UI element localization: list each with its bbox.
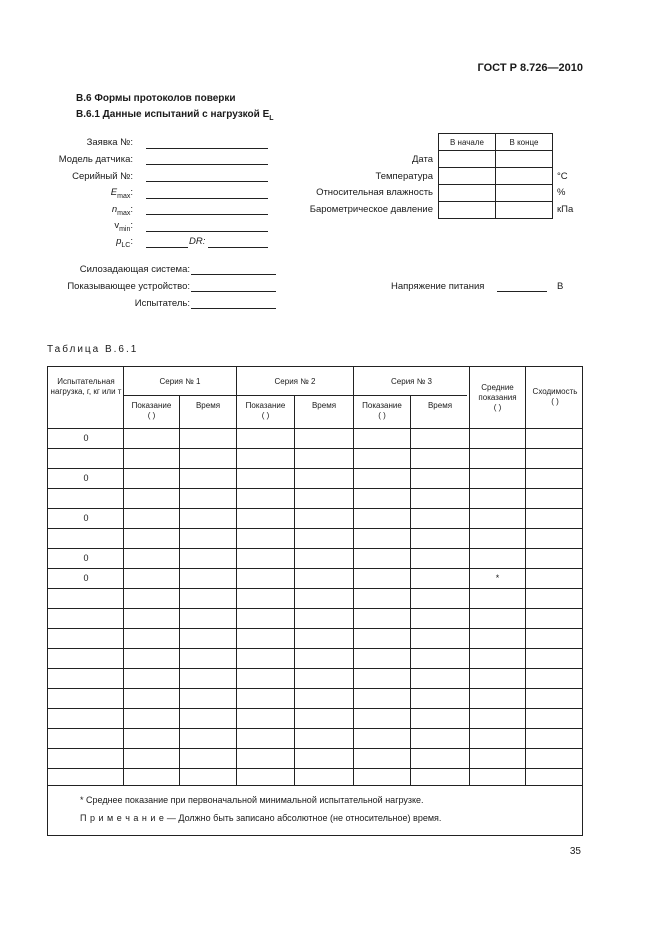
env-cell[interactable] bbox=[496, 202, 553, 219]
env-row-label: Барометрическое давление bbox=[309, 204, 433, 215]
env-col-start: В начале bbox=[439, 134, 496, 151]
emax-label: $E_{max}$: bbox=[110, 187, 133, 200]
dr-label: DR: bbox=[189, 236, 206, 247]
dr-field[interactable] bbox=[208, 247, 268, 248]
env-cell[interactable] bbox=[496, 168, 553, 185]
page-number: 35 bbox=[569, 846, 581, 857]
env-cell[interactable] bbox=[496, 185, 553, 202]
note: П р и м е ч а н и е — Должно быть записано абсолютное (не относительное) время. bbox=[80, 813, 442, 823]
env-cell[interactable] bbox=[496, 151, 553, 168]
load-value: 0 bbox=[83, 573, 89, 583]
row-separator bbox=[48, 708, 582, 709]
reading-header: Показание ( ) bbox=[245, 401, 286, 420]
row-separator bbox=[48, 608, 582, 609]
plc-field[interactable] bbox=[146, 247, 188, 248]
time-header: Время bbox=[195, 401, 221, 410]
row-separator bbox=[48, 488, 582, 489]
time-header: Время bbox=[427, 401, 453, 410]
reading-header: Показание ( ) bbox=[131, 401, 172, 420]
load-value: 0 bbox=[83, 553, 89, 563]
reading-header: Показание ( ) bbox=[362, 401, 402, 420]
table-caption: Таблица В.6.1 bbox=[47, 344, 139, 355]
nmax-label: $n_{max}$: bbox=[111, 204, 133, 217]
force-system-field[interactable] bbox=[191, 274, 276, 275]
env-cell[interactable] bbox=[439, 168, 496, 185]
row-separator bbox=[48, 668, 582, 669]
row-separator bbox=[48, 568, 582, 569]
indicator-field[interactable] bbox=[191, 291, 276, 292]
env-cell[interactable] bbox=[439, 151, 496, 168]
env-row-label: Дата bbox=[411, 154, 433, 165]
row-separator bbox=[48, 548, 582, 549]
conv-header: Сходимость ( ) bbox=[532, 387, 578, 406]
application-field[interactable] bbox=[146, 148, 268, 149]
plc-label: $p_{LC}$: bbox=[116, 236, 133, 249]
vmin-field[interactable] bbox=[146, 231, 268, 232]
supply-voltage-label: Напряжение питания bbox=[391, 281, 485, 292]
env-row-unit: кПа bbox=[557, 204, 574, 215]
sensor-model-field[interactable] bbox=[146, 164, 268, 165]
env-row-label: Температура bbox=[375, 171, 433, 182]
load-value: 0 bbox=[83, 433, 89, 443]
load-value: 0 bbox=[83, 513, 89, 523]
row-separator bbox=[48, 648, 582, 649]
env-row-label: Относительная влажность bbox=[316, 187, 433, 198]
row-separator bbox=[48, 468, 582, 469]
series3-header: Серия № 3 bbox=[391, 377, 432, 386]
series2-header: Серия № 2 bbox=[274, 377, 316, 386]
tester-field[interactable] bbox=[191, 308, 276, 309]
sensor-model-label: Модель датчика: bbox=[58, 154, 133, 165]
row-separator bbox=[48, 728, 582, 729]
emax-field[interactable] bbox=[146, 198, 268, 199]
row-separator bbox=[48, 768, 582, 769]
row-separator bbox=[48, 448, 582, 449]
time-header: Время bbox=[311, 401, 337, 410]
row-separator bbox=[48, 588, 582, 589]
footnote: * Среднее показание при первоначальной минимальной испытательной нагрузке. bbox=[80, 795, 424, 805]
footnote-marker: * bbox=[495, 573, 500, 583]
section-title: В.6 Формы протоколов поверки bbox=[76, 93, 236, 104]
avg-header: Средние показания ( ) bbox=[478, 383, 517, 412]
nmax-field[interactable] bbox=[146, 214, 268, 215]
serial-field[interactable] bbox=[146, 181, 268, 182]
env-cell[interactable] bbox=[439, 202, 496, 219]
env-col-end: В конце bbox=[496, 134, 553, 151]
force-system-label: Силозадающая система: bbox=[79, 264, 190, 275]
row-separator bbox=[48, 688, 582, 689]
document-id: ГОСТ Р 8.726—2010 bbox=[477, 62, 583, 74]
supply-voltage-unit: В bbox=[557, 281, 564, 292]
row-separator bbox=[48, 528, 582, 529]
env-row-unit: °С bbox=[557, 171, 568, 182]
application-label: Заявка №: bbox=[86, 137, 133, 148]
indicator-label: Показывающее устройство: bbox=[67, 281, 190, 292]
load-value: 0 bbox=[83, 473, 89, 483]
test-data-table bbox=[47, 366, 583, 836]
col-load-header: Испытательная нагрузка, г, кг или т bbox=[50, 377, 122, 396]
supply-voltage-field[interactable] bbox=[497, 291, 547, 292]
serial-label: Серийный №: bbox=[72, 171, 133, 182]
row-separator bbox=[48, 748, 582, 749]
row-separator bbox=[48, 628, 582, 629]
vmin-label: $v_{min}$: bbox=[114, 220, 133, 233]
env-cell[interactable] bbox=[439, 185, 496, 202]
section-subtitle: В.6.1 Данные испытаний с нагрузкой $E_L$ bbox=[76, 109, 274, 122]
tester-label: Испытатель: bbox=[134, 298, 190, 309]
row-separator bbox=[48, 508, 582, 509]
environment-table bbox=[438, 133, 553, 219]
series1-header: Серия № 1 bbox=[159, 377, 201, 386]
env-row-unit: % bbox=[557, 187, 566, 198]
